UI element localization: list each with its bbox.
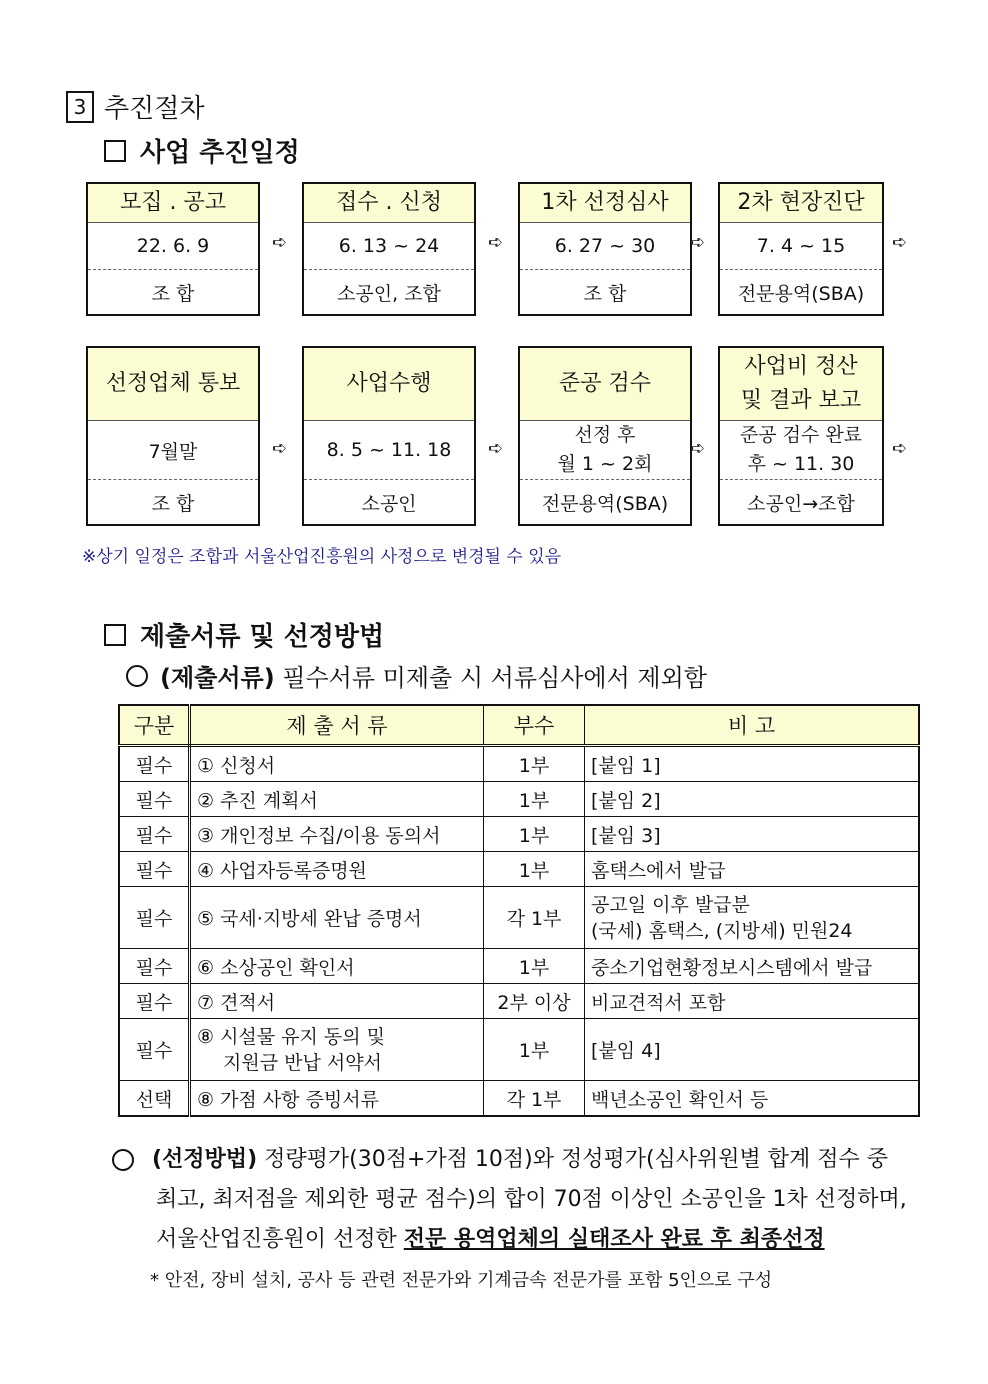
table-row	[119, 852, 919, 887]
row-document-line: 지원금 반납 서약서	[223, 1051, 382, 1074]
flow-step-party: 소공인, 조합	[337, 282, 441, 305]
flow-step-notify	[86, 346, 260, 526]
row-document: ① 신청서	[190, 746, 484, 782]
flow-step-date: 6. 13 ~ 24	[304, 223, 474, 270]
square-bullet-icon	[104, 140, 126, 162]
flow-step-date	[720, 421, 882, 480]
row-document-line: ⑧ 시설물 유지 동의 및	[197, 1025, 386, 1048]
flow-step-apply	[302, 182, 476, 316]
row-type: 선택	[119, 1081, 190, 1117]
square-bullet-icon	[104, 624, 126, 646]
table-row	[119, 817, 919, 852]
row-remark: [붙임 2]	[585, 782, 920, 817]
flow-step-date-line: 월 1 ~ 2회	[557, 453, 653, 475]
method-line	[112, 1140, 932, 1180]
row-type: 필수	[119, 984, 190, 1019]
row-count: 1부	[484, 949, 585, 984]
flow-step-head	[720, 348, 882, 421]
method-label: (선정방법)	[152, 1147, 258, 1172]
documents-table	[118, 704, 920, 1117]
flow-arrow-icon: ➪	[488, 232, 504, 253]
documents-intro	[126, 658, 707, 693]
row-remark: [붙임 3]	[585, 817, 920, 852]
flow-step-head-line: 및 결과 보고	[740, 388, 862, 413]
row-remark: 중소기업현황정보시스템에서 발급	[585, 949, 920, 984]
flow-step-head-line: 사업비 정산	[744, 354, 858, 379]
flow-step-party: 조 합	[151, 492, 195, 515]
row-remark: [붙임 1]	[585, 746, 920, 782]
flow-step-head: 2차 현장진단	[720, 184, 882, 223]
flow-step-party: 소공인	[361, 492, 417, 515]
row-type: 필수	[119, 949, 190, 984]
schedule-note: ※상기 일정은 조합과 서울산업진흥원의 사정으로 변경될 수 있음	[82, 547, 562, 567]
row-document: ③ 개인정보 수집/이용 동의서	[190, 817, 484, 852]
row-document: ⑧ 가점 사항 증빙서류	[190, 1081, 484, 1117]
table-row	[119, 1081, 919, 1117]
flow-arrow-icon: ➪	[690, 232, 706, 253]
flow-step-head: 접수 . 신청	[304, 184, 474, 223]
flow-arrow-icon: ➪	[690, 438, 706, 459]
row-type: 필수	[119, 852, 190, 887]
row-remark-line: (국세) 홈택스, (지방세) 민원24	[591, 919, 853, 942]
column-header-remark: 비 고	[585, 705, 920, 746]
method-line: 최고, 최저점을 제외한 평균 점수)의 합이 70점 이상인 소공인을 1차 선정하며,	[156, 1187, 907, 1212]
flow-step-head: 모집 . 공고	[88, 184, 258, 223]
row-remark: 비교견적서 포함	[585, 984, 920, 1019]
row-type: 필수	[119, 782, 190, 817]
table-row	[119, 1019, 919, 1081]
row-remark-line: 공고일 이후 발급분	[591, 893, 750, 916]
row-count: 각 1부	[484, 887, 585, 949]
flow-step-party: 전문용역(SBA)	[541, 492, 669, 515]
row-remark: 백년소공인 확인서 등	[585, 1081, 920, 1117]
flow-step-date: 7월말	[88, 421, 258, 480]
method-footnote: * 안전, 장비 설치, 공사 등 관련 전문가와 기계금속 전문가를 포함 5인으로 구성	[150, 1270, 773, 1291]
method-line	[112, 1220, 932, 1260]
documents-heading-text: 제출서류 및 선정방법	[140, 622, 385, 652]
flow-step-date-line: 준공 검수 완료	[739, 424, 863, 446]
table-row	[119, 746, 919, 782]
row-document: ④ 사업자등록증명원	[190, 852, 484, 887]
row-document: ⑥ 소상공인 확인서	[190, 949, 484, 984]
flow-step-head: 준공 검수	[520, 348, 690, 421]
flow-step-recruit	[86, 182, 260, 316]
flow-step-party: 전문용역(SBA)	[737, 282, 865, 305]
row-remark: 홈택스에서 발급	[585, 852, 920, 887]
circle-bullet-icon	[126, 665, 148, 687]
row-count: 1부	[484, 1019, 585, 1081]
section-number: 3	[66, 91, 94, 123]
selection-method	[112, 1140, 932, 1260]
flow-step-date	[520, 421, 690, 480]
row-type: 필수	[119, 746, 190, 782]
flow-arrow-icon: ➪	[272, 438, 288, 459]
section-title: 추진절차	[104, 94, 205, 124]
row-count: 2부 이상	[484, 984, 585, 1019]
schedule-heading-text: 사업 추진일정	[140, 138, 300, 168]
flow-arrow-icon: ➪	[272, 232, 288, 253]
flow-step-date: 7. 4 ~ 15	[720, 223, 882, 270]
row-document: ② 추진 계획서	[190, 782, 484, 817]
flow-step-party: 조 합	[151, 282, 195, 305]
table-row	[119, 782, 919, 817]
documents-heading	[104, 616, 384, 653]
schedule-heading	[104, 132, 300, 169]
row-remark: [붙임 4]	[585, 1019, 920, 1081]
row-count: 1부	[484, 746, 585, 782]
row-count: 1부	[484, 852, 585, 887]
flow-step-first-review	[518, 182, 692, 316]
column-header-count: 부수	[484, 705, 585, 746]
flow-step-execute	[302, 346, 476, 526]
column-header-type: 구분	[119, 705, 190, 746]
row-count: 각 1부	[484, 1081, 585, 1117]
circle-bullet-icon	[112, 1149, 134, 1171]
row-type: 필수	[119, 817, 190, 852]
flow-arrow-icon: ➪	[488, 438, 504, 459]
documents-intro-text: 필수서류 미제출 시 서류심사에서 제외함	[274, 664, 707, 692]
flow-step-party: 소공인→조합	[747, 492, 855, 515]
method-final-selection: 전문 용역업체의 실태조사 완료 후 최종선정	[403, 1227, 825, 1252]
flow-step-date-line: 선정 후	[574, 424, 636, 446]
flow-step-head: 사업수행	[304, 348, 474, 421]
section-heading	[66, 88, 204, 125]
flow-step-party: 조 합	[583, 282, 627, 305]
flow-step-site-diagnosis	[718, 182, 884, 316]
flow-step-date: 22. 6. 9	[88, 223, 258, 270]
row-remark	[585, 887, 920, 949]
flow-arrow-icon: ➪	[892, 232, 908, 253]
row-document: ⑤ 국세·지방세 완납 증명서	[190, 887, 484, 949]
table-row	[119, 887, 919, 949]
row-count: 1부	[484, 817, 585, 852]
table-header-row	[119, 705, 919, 746]
documents-intro-label: (제출서류)	[160, 664, 275, 692]
method-text: 정량평가(30점+가점 10점)와 정성평가(심사위원별 합계 점수 중	[257, 1147, 889, 1172]
flow-step-date: 6. 27 ~ 30	[520, 223, 690, 270]
flow-step-head: 1차 선정심사	[520, 184, 690, 223]
row-type: 필수	[119, 1019, 190, 1081]
flow-step-date-line: 후 ~ 11. 30	[747, 453, 855, 475]
row-count: 1부	[484, 782, 585, 817]
flow-arrow-icon: ➪	[892, 438, 908, 459]
flow-step-inspection	[518, 346, 692, 526]
flow-step-date: 8. 5 ~ 11. 18	[304, 421, 474, 480]
column-header-document: 제 출 서 류	[190, 705, 484, 746]
flow-step-head: 선정업체 통보	[88, 348, 258, 421]
table-row	[119, 984, 919, 1019]
row-type: 필수	[119, 887, 190, 949]
table-row	[119, 949, 919, 984]
method-text: 서울산업진흥원이 선정한	[156, 1227, 404, 1252]
row-document: ⑦ 견적서	[190, 984, 484, 1019]
row-document	[190, 1019, 484, 1081]
flow-step-settlement	[718, 346, 884, 526]
